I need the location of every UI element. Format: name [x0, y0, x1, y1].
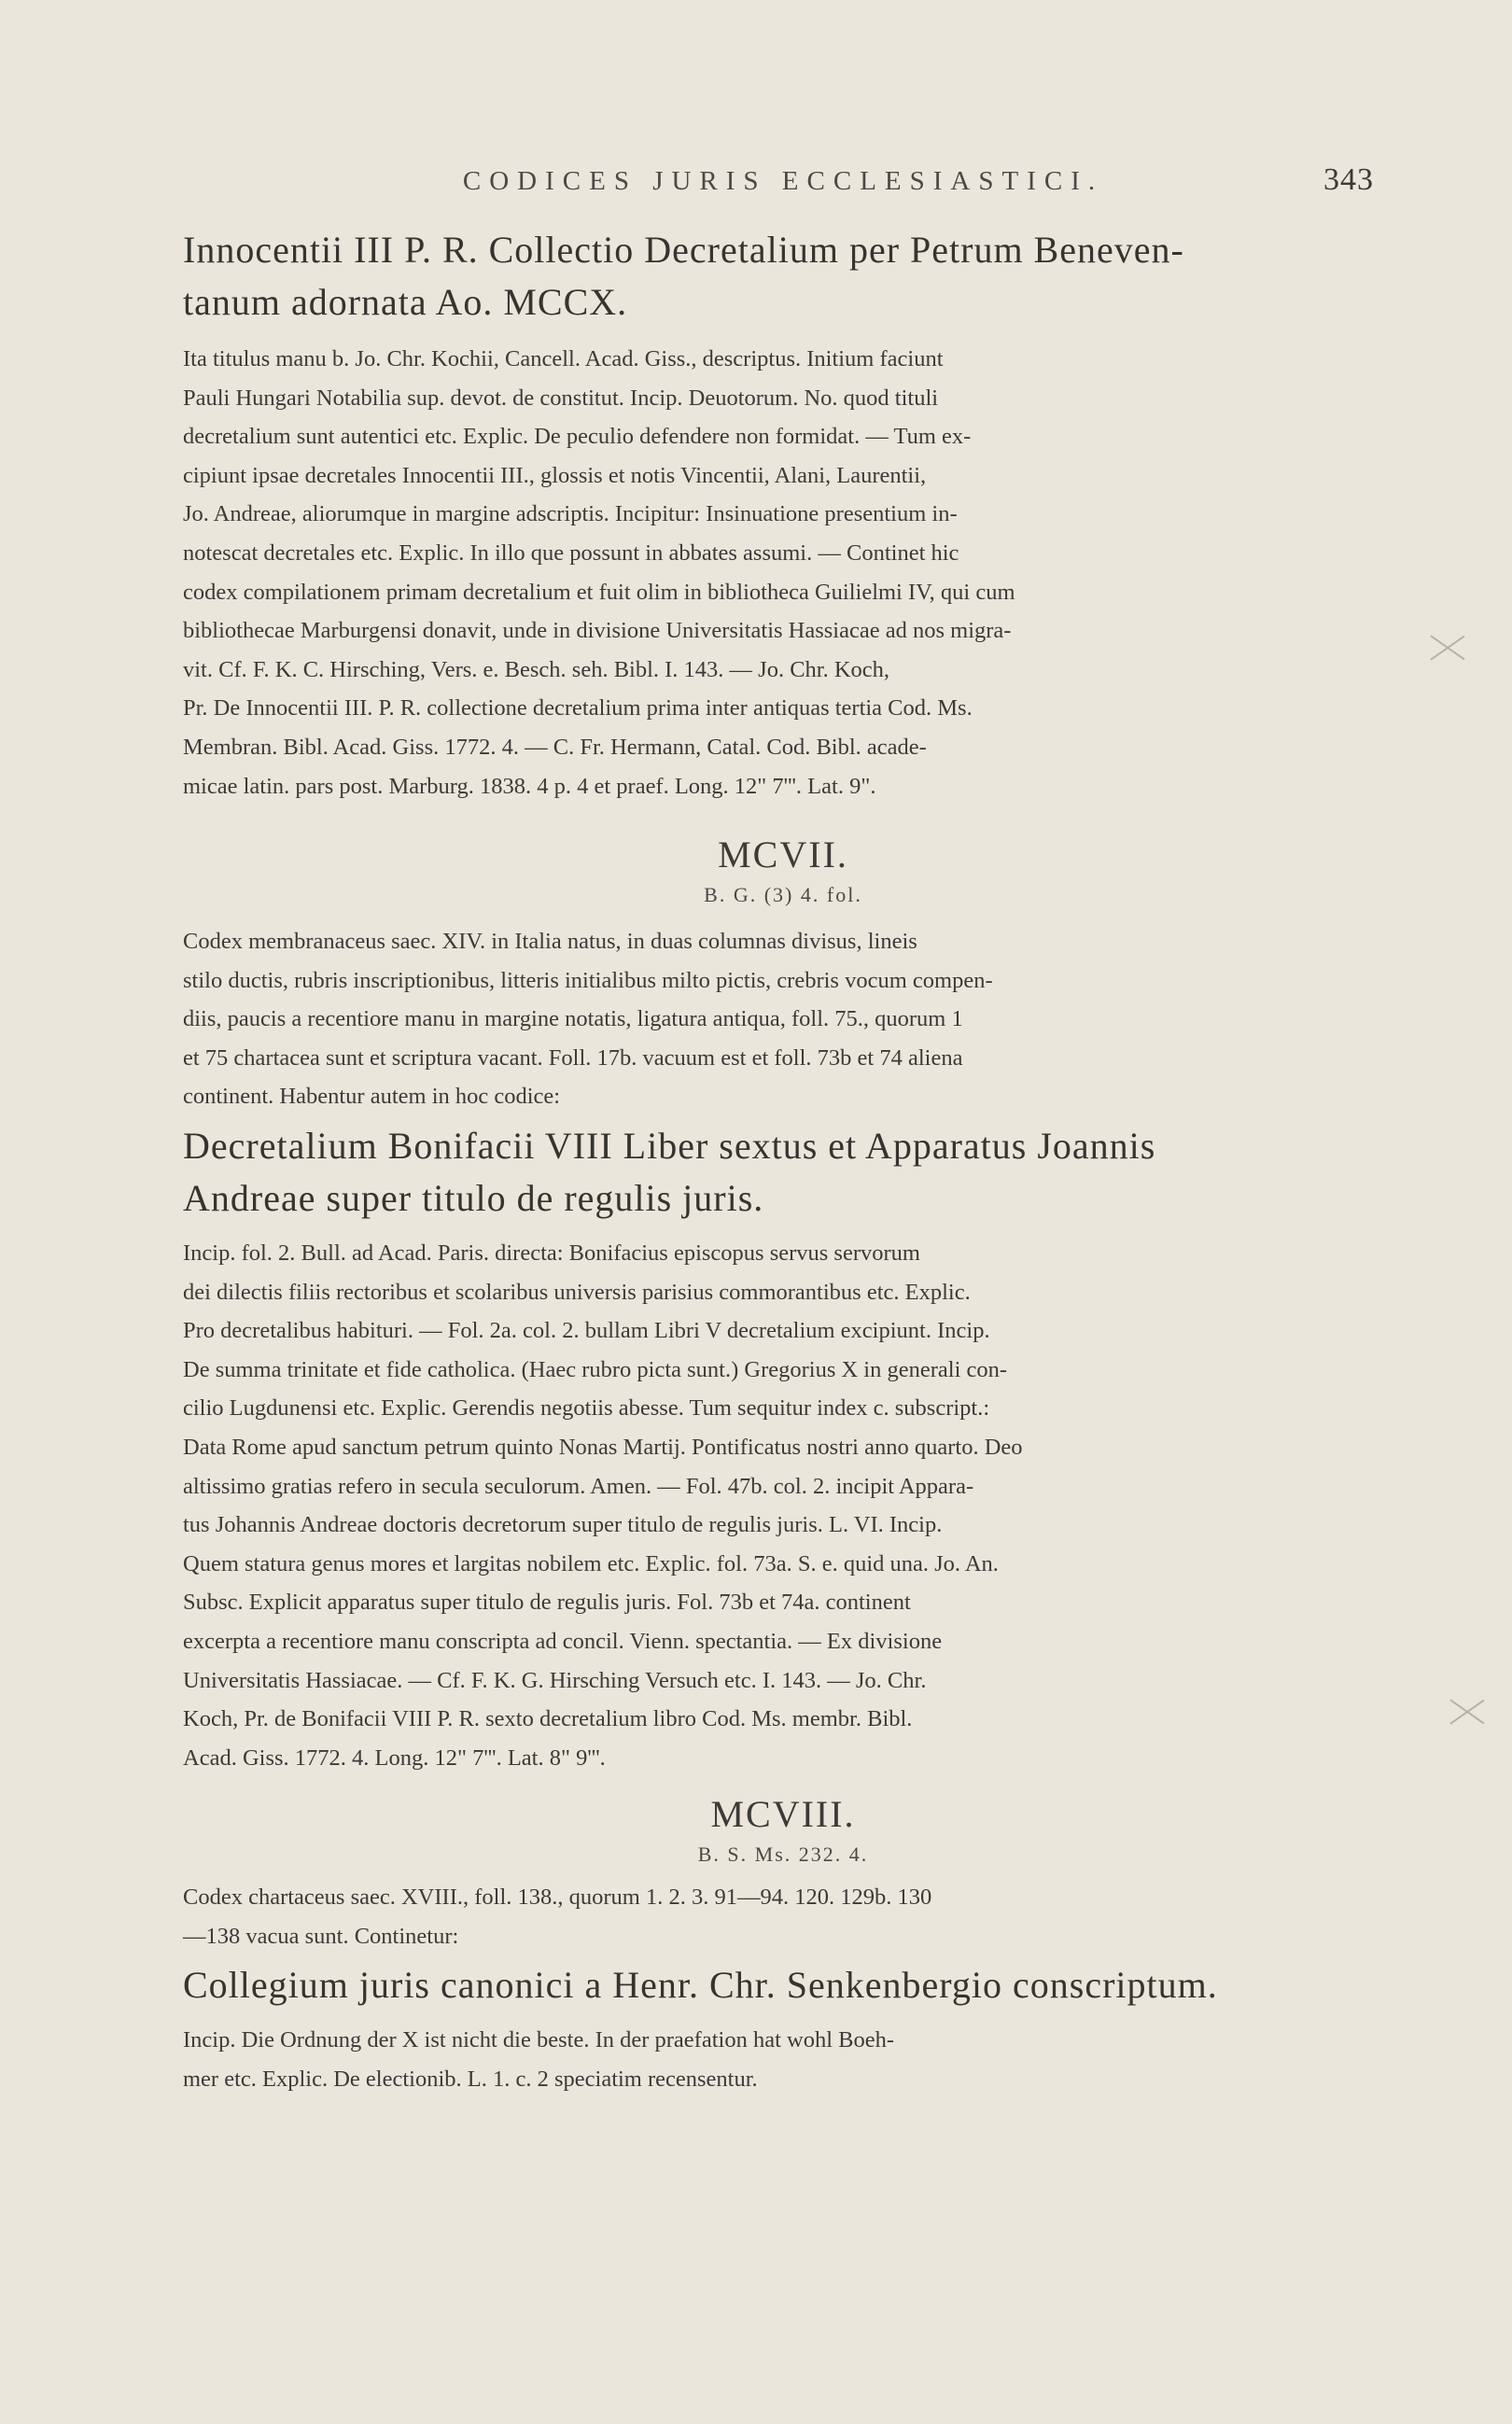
entry-2-number: MCVII. — [718, 834, 848, 876]
entry-3 — [183, 1792, 1383, 2098]
entry-2-description: Incip. fol. 2. Bull. ad Acad. Paris. directa: Bonifacius episcopus servus servorum dei dilectis filiis rectoribus et scolaribus universis parisius commorantibus etc. Explic. Pro decretalibus habituri. — Fol. 2a. col. 2. bullam Libri V decretalium excipiunt. Incip. De summa trinitate et fide catholica. (Haec rubro picta sunt.) Gregorius X in generali con- cilio Lugdunensi etc. Explic. Gerendis negotiis abesse. Tum sequitur index c. subscript.: Data Rome apud sanctum petrum quinto Nonas Martij. Pontificatus nostri anno quarto. Deo altissimo gratias refero in secula seculorum. Amen. — Fol. 47b. col. 2. incipit Appara- tus Johannis Andreae doctoris decretorum super titulo de regulis juris. L. VI. Incip. Quem statura genus mores et largitas nobilem etc. Explic. fol. 73a. S. e. quid una. Jo. An. Subsc. Explicit apparatus super titulo de regulis juris. Fol. 73b et 74a. continent excerpta a recentiore manu conscripta ad concil. Vienn. spectantia. — Ex divisione Universitatis Hassiacae. — Cf. F. K. G. Hirsching Versuch etc. I. 143. — Jo. Chr. Koch, Pr. de Bonifacii VIII P. R. sexto decretalium libro Cod. Ms. membr. Bibl. Acad. Giss. 1772. 4. Long. 12" 7'''. Lat. 8" 9'''. — [183, 1240, 1023, 1771]
entry-3-intro: Codex chartaceus saec. XVIII., foll. 138., quorum 1. 2. 3. 91—94. 120. 129b. 130 —138 vacua sunt. Continetur: — [183, 1885, 932, 1949]
running-title: CODICES JURIS ECCLESIASTICI. — [462, 166, 1104, 196]
entry-1-title: Innocentii III P. R. Collectio Decretalium per Petrum Beneven- tanum adornata Ao. MCCX. — [183, 229, 1184, 323]
entry-3-title: Collegium juris canonici a Henr. Chr. Senkenbergio conscriptum. — [183, 1964, 1218, 2007]
entry-2-intro: Codex membranaceus saec. XIV. in Italia natus, in duas columnas divisus, lineis stilo ductis, rubris inscriptionibus, litteris initialibus milto pictis, crebris vocum compen- diis, paucis a recentiore manu in margine notatis, ligatura antiqua, foll. 75., quorum 1 et 75 chartacea sunt et scriptura vacant. Foll. 17b. vacuum est et foll. 73b et 74 aliena continent. Habentur autem in hoc codice: — [183, 929, 993, 1110]
entry-2-title: Decretalium Bonifacii VIII Liber sextus et Apparatus Joannis Andreae super titulo de regulis juris. — [183, 1124, 1156, 1219]
entry-3-description: Incip. Die Ordnung der X ist nicht die beste. In der praefation hat wohl Boeh- mer etc. Explic. De electionib. L. 1. c. 2 speciatim recensentur. — [183, 2027, 895, 2092]
entry-3-shelfmark: B. S. Ms. 232. 4. — [697, 1843, 869, 1866]
page-number: 343 — [1323, 162, 1374, 197]
entry-1-description: Ita titulus manu b. Jo. Chr. Kochii, Cancell. Acad. Giss., descriptus. Initium faciunt Pauli Hungari Notabilia sup. devot. de constitut. Incip. Deuotorum. No. quod tituli decretalium sunt autentici etc. Explic. De peculio defendere non formidat. — Tum ex- cipiunt ipsae decretales Innocentii III., glossis et notis Vincentii, Alani, Laurentii, Jo. Andreae, aliorumque in margine adscriptis. Incipitur: Insinuatione presentium in- notescat decretales etc. Explic. In illo que possunt in abbates assumi. — Continet hic codex compilationem primam decretalium et fuit olim in bibliotheca Guilielmi IV, qui cum bibliothecae Marburgensi donavit, unde in divisione Universitatis Hassiacae ad nos migra- vit. Cf. F. K. C. Hirsching, Vers. e. Besch. seh. Bibl. I. 143. — Jo. Chr. Koch, Pr. De Innocentii III. P. R. collectione decretalium prima inter antiquas tertia Cod. Ms. Membran. Bibl. Acad. Giss. 1772. 4. — C. Fr. Hermann, Catal. Cod. Bibl. acade- micae latin. pars post. Marburg. 1838. 4 p. 4 et praef. Long. 12" 7'''. Lat. 9". — [183, 346, 1015, 799]
entry-1 — [183, 224, 1383, 806]
entry-2-shelfmark: B. G. (3) 4. fol. — [704, 883, 862, 906]
margin-pencil-mark — [1432, 631, 1463, 663]
entry-2 — [183, 833, 1383, 1777]
entry-3-number: MCVIII. — [710, 1793, 856, 1835]
margin-pencil-mark — [1451, 1695, 1483, 1727]
